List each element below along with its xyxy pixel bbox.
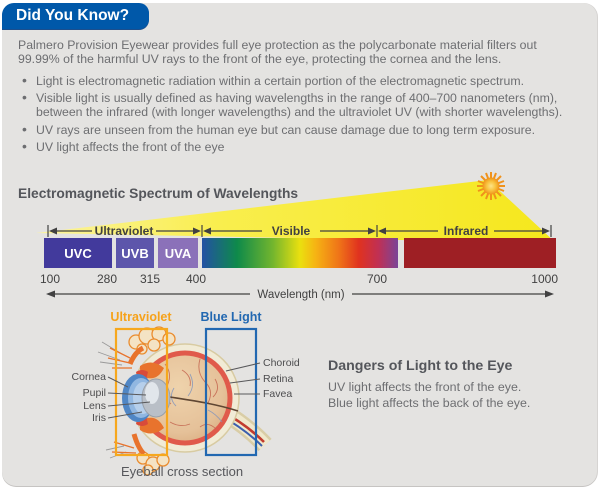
tick-700: 700 bbox=[366, 272, 388, 286]
bullet-item: • Light is electromagnetic radiation within a certain portion of the electromagnetic spectrum. bbox=[20, 75, 568, 89]
wavelength-axis bbox=[46, 289, 554, 301]
label-favea: Favea bbox=[263, 388, 293, 400]
range-label-ultraviolet: Ultraviolet bbox=[94, 224, 154, 238]
band-label-uva: UVA bbox=[164, 246, 192, 261]
label-choroid: Choroid bbox=[263, 357, 300, 369]
band-visible bbox=[202, 238, 398, 268]
sun-icon bbox=[477, 172, 505, 200]
dangers-line: UV light affects the front of the eye. bbox=[328, 380, 522, 394]
eyeball-illustration bbox=[98, 327, 265, 475]
label-iris: Iris bbox=[92, 412, 106, 424]
label-cornea: Cornea bbox=[71, 371, 106, 383]
bullet-item: • Visible light is usually defined as having wavelengths in the range of 400–700 nanometers (nm), between the infrared (with longer wavelengths) and the ultraviolet UV (with shorter wavelengths). bbox=[20, 92, 568, 120]
band-label-uvb: UVB bbox=[121, 246, 149, 261]
bullet-item: • UV light affects the front of the eye bbox=[20, 141, 568, 155]
range-label-visible: Visible bbox=[271, 224, 311, 238]
tick-280: 280 bbox=[96, 272, 118, 286]
fact-bullet-list bbox=[20, 75, 568, 159]
spectrum-bar bbox=[44, 238, 556, 268]
tick-1000: 1000 bbox=[531, 272, 558, 286]
uv-zone-label: Ultraviolet bbox=[110, 310, 172, 324]
dangers-block bbox=[328, 358, 578, 411]
band-label-uvc: UVC bbox=[64, 246, 92, 261]
blue-light-zone-label: Blue Light bbox=[200, 310, 262, 324]
band-infrared bbox=[404, 238, 556, 268]
eye-diagram bbox=[50, 302, 370, 490]
label-pupil: Pupil bbox=[82, 387, 106, 399]
tick-315: 315 bbox=[139, 272, 161, 286]
did-you-know-banner bbox=[2, 3, 149, 29]
dangers-line: Blue light affects the back of the eye. bbox=[328, 395, 531, 410]
tick-400: 400 bbox=[185, 272, 207, 286]
intro-paragraph: Palmero Provision Eyewear provides full eye protection as the polycarbonate material filters out 99.99% of the harmful UV rays to the front of the eye, protecting the cornea and the lens. bbox=[18, 38, 537, 66]
label-retina: Retina bbox=[263, 373, 294, 385]
eyeball-caption: Eyeball cross section bbox=[120, 464, 244, 479]
dangers-heading: Dangers of Light to the Eye bbox=[328, 358, 513, 374]
spectrum-heading: Electromagnetic Spectrum of Wavelengths bbox=[18, 186, 299, 201]
axis-label: Wavelength (nm) bbox=[257, 289, 345, 301]
tick-100: 100 bbox=[40, 272, 61, 286]
bullet-item: • UV rays are unseen from the human eye but can cause damage due to long term exposure. bbox=[20, 124, 568, 138]
wavelength-ticks bbox=[40, 272, 558, 286]
banner-title: Did You Know? bbox=[16, 7, 130, 24]
range-label-infrared: Infrared bbox=[443, 224, 489, 238]
label-lens: Lens bbox=[83, 400, 106, 412]
spectrum-figure bbox=[0, 170, 600, 305]
